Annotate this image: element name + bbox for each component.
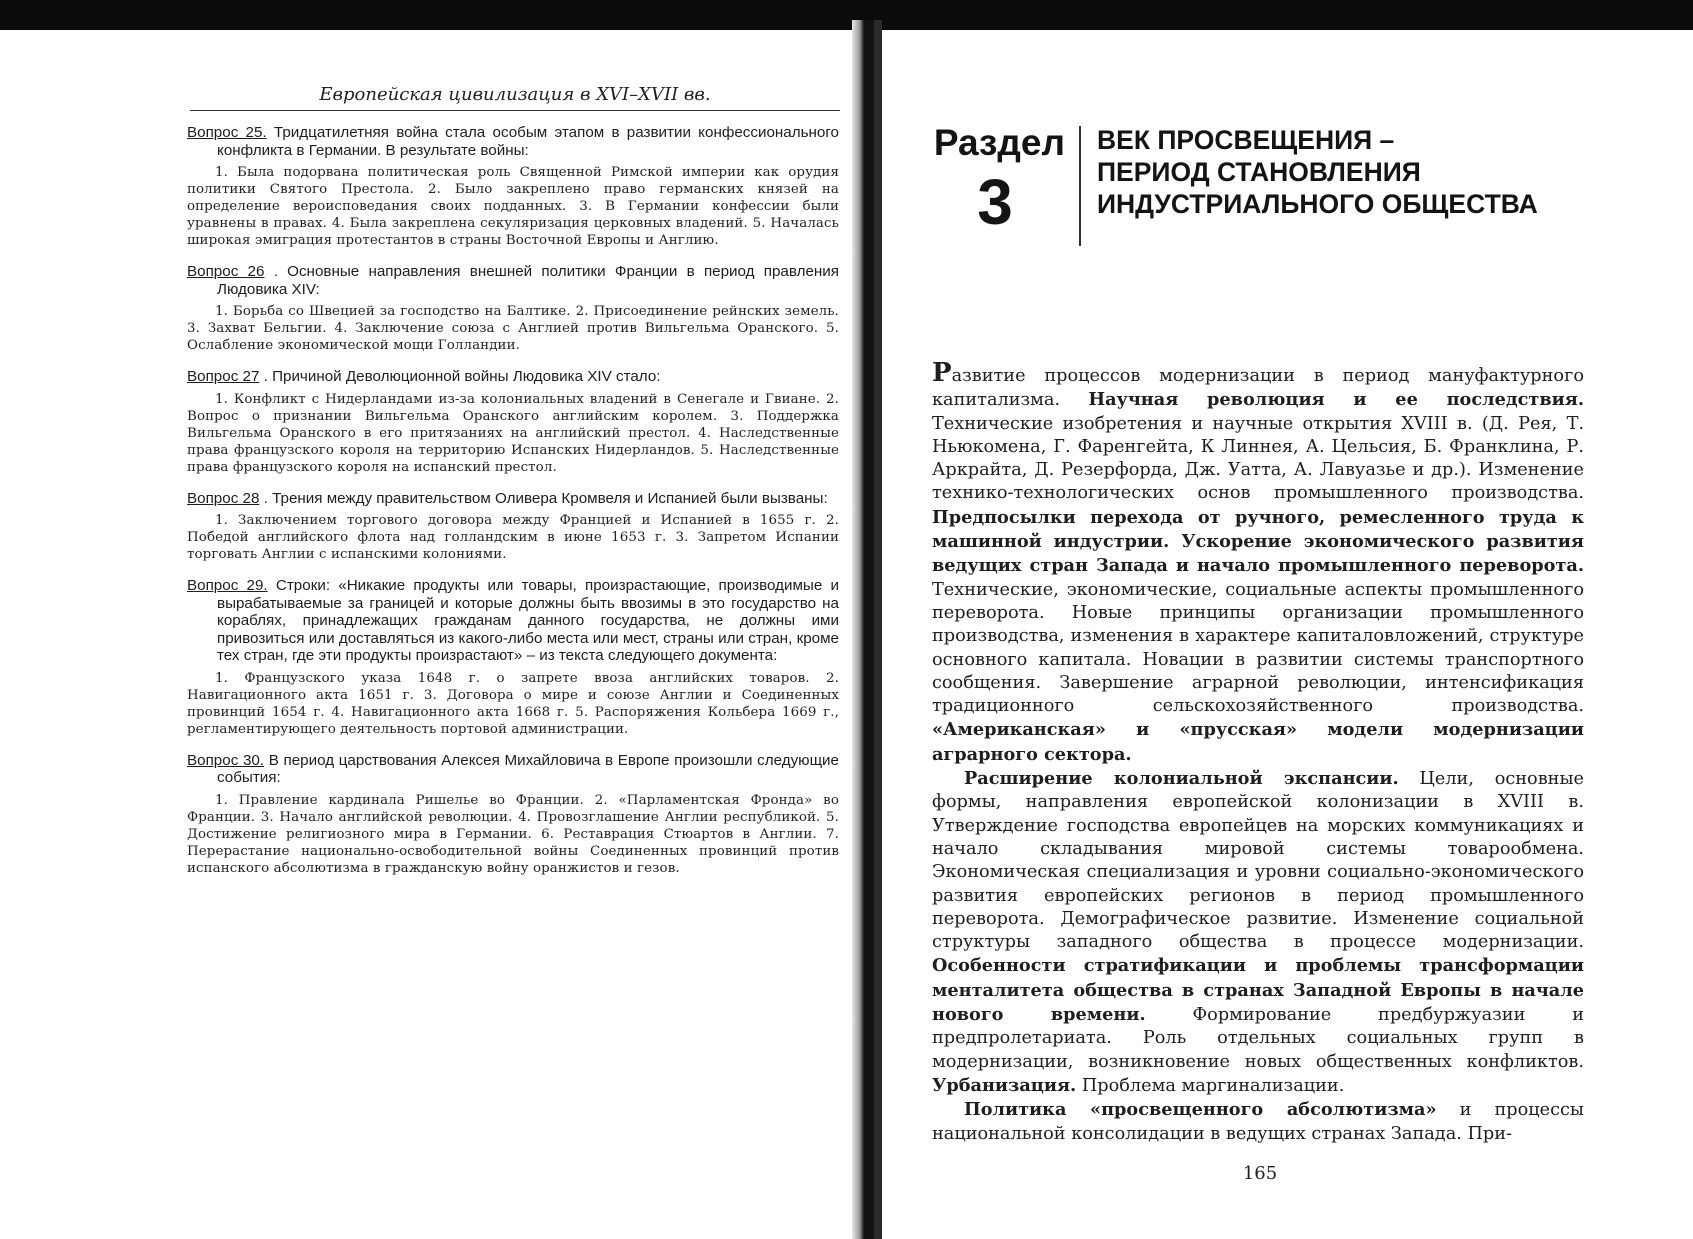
- answer-options: 1. Конфликт с Нидерландами из-за колониальных владений в Сенегале и Гвиане. 2. Вопрос о признании Вильгельма Оранского английским королем. 3. Поддержка Вильгельма Оранского в его притязаниях на английский престол. 4. Наследственные права французского короля на территорию Испанских Нидерландов. 5. Наследственные права французского короля на испанский престол.: [187, 391, 839, 475]
- question-block: [187, 124, 839, 249]
- question-text: . Причиной Деволюционной войны Людовика XIV стало:: [263, 368, 661, 385]
- bold-topic: «Американская» и «прусская» модели модернизации аграрного сектора.: [932, 719, 1584, 765]
- question-list: [187, 124, 839, 891]
- bold-topic: Расширение колониальной экспансии.: [964, 768, 1399, 790]
- question-text: . Трения между правительством Оливера Кромвеля и Испанией были вызваны:: [263, 489, 828, 507]
- bold-topic: Урбанизация.: [932, 1074, 1077, 1096]
- paragraph-text: Цели, основные формы, направления европейской колонизации в XVIII в. Утверждение господства европейцев на морских коммуникациях и начало складывания мировой системы товарообмена. Экономическая специализация и уровни социально-экономического развития европейских регионов в период промышленного переворота. Демографическое развитие. Изменение социальной структуры западного общества в процессе модернизации.: [932, 769, 1584, 953]
- section-title-line: ПЕРИОД СТАНОВЛЕНИЯ: [1097, 157, 1421, 187]
- question-block: [187, 577, 839, 738]
- question-block: [187, 263, 839, 354]
- question-number: Вопрос 29.: [187, 577, 268, 594]
- section-title: [1097, 124, 1538, 220]
- body-paragraph: [932, 767, 1584, 1098]
- question-number: Вопрос 25.: [187, 124, 267, 141]
- section-label: Раздел: [933, 122, 1065, 163]
- paragraph-text: Формирование предбуржуазии и предпролетариата. Роль отдельных социальных групп в модернизации, возникновение новых общественных конфликтов.: [932, 1005, 1584, 1072]
- drop-cap: Р: [932, 358, 952, 388]
- question-block: [187, 752, 839, 877]
- answer-options: 1. Была подорвана политическая роль Священной Римской империи как орудия политики Святого Престола. 2. Было закреплено право германских князей на определение вероисповедания своих подданных. 3. В Германии конфессии были уравнены в правах. 4. Была закреплена секуляризация церковных владений. 5. Началась широкая эмиграция протестантов в страны Восточной Европы и Англию.: [187, 165, 839, 248]
- answer-options: 1. Борьба со Швецией за господство на Балтике. 2. Присоединение рейнских земель. 3. Захват Бельгии. 4. Заключение союза с Англией против Вильгельма Оранского. 5. Ослабление экономической мощи Голландии.: [187, 304, 839, 353]
- section-title-line: ВЕК ПРОСВЕЩЕНИЯ –: [1097, 125, 1395, 155]
- section-number: 3: [977, 166, 1013, 238]
- question-stem: [187, 577, 839, 665]
- paragraph-text: Технические, экономические, социальные аспекты промышленного переворота. Новые принципы организации промышленного производства, изменения в характере капиталовложений, структуре основного капитала. Новации в развитии системы транспортного сообщения. Завершение аграрной революции, интенсификация традиционного сельскохозяйственного производства.: [932, 579, 1584, 717]
- answer-options: 1. Заключением торгового договора между Францией и Испанией в 1655 г. 2. Победой английского флота над голландским в июне 1653 г. 3. Запретом Испании торговать Англии с испанскими колониями.: [187, 513, 839, 562]
- question-number: Вопрос 30.: [187, 751, 265, 769]
- question-stem: [187, 752, 839, 787]
- question-stem: [187, 263, 839, 298]
- bold-topic: Предпосылки перехода от ручного, ремесленного труда к машинной индустрии. Ускорение экономического развития ведущих стран Запада и начало промышленного переворота.: [932, 506, 1584, 577]
- bold-topic: Особенности стратификации и проблемы трансформации менталитета общества в странах Западной Европы в начале нового времени.: [932, 955, 1584, 1026]
- body-paragraph: [932, 1098, 1584, 1146]
- question-text: В период царствования Алексея Михайловича в Европе произошли следующие события:: [217, 751, 839, 786]
- answer-options: 1. Французского указа 1648 г. о запрете ввоза английских товаров. 2. Навигационного акта 1651 г. 3. Договора о мире и союзе Англии и Соединенных провинций 1654 г. 4. Навигационного акта 1668 г. 5. Распоряжения Кольбера 1669 г., регламентирующего деятельность портовой администрации.: [187, 670, 839, 737]
- question-number: Вопрос 28: [187, 489, 260, 507]
- question-block: [187, 368, 839, 476]
- question-block: [187, 490, 839, 564]
- question-text: Тридцатилетняя война стала особым этапом в развитии конфессионального конфликта в Германии. В результате войны:: [217, 124, 839, 159]
- question-number: Вопрос 27: [187, 368, 260, 385]
- question-stem: [187, 124, 839, 159]
- answer-options: 1. Правление кардинала Ришелье во Франции. 2. «Парламентская Фронда» во Франции. 3. Начало английской революции. 4. Провозглашение Англии республикой. 5. Достижение религиозного мира в Германии. 6. Реставрация Стюартов в Англии. 7. Перерастание национально-освободительной войны Соединенных провинций против испанского абсолютизма в гражданскую войну оранжистов и гезов.: [187, 792, 839, 876]
- page-number: 165: [1242, 1163, 1278, 1184]
- paragraph-text: Технические изобретения и научные открытия XVIII в. (Д. Рея, Т. Ньюкомена, Г. Фаренгейта, К Линнея, А. Цельсия, Б. Франклина, Р. Аркрайта, Д. Резерфорда, Дж. Уатта, А. Лавуазье и др.). Изменение технико-технологических основ промышленного производства.: [932, 413, 1584, 504]
- body-paragraph: [932, 358, 1584, 767]
- running-head: Европейская цивилизация в XVI–XVII вв.: [319, 84, 711, 105]
- paragraph-text: азвитие процессов модернизации в период мануфактурного капитализма.: [932, 366, 1584, 411]
- book-gutter: [852, 20, 874, 1239]
- scan-top-border: [0, 0, 1693, 30]
- question-number: Вопрос 26: [187, 263, 265, 280]
- bold-topic: Научная революция и ее последствия.: [1088, 389, 1584, 411]
- question-text: Строки: «Никакие продукты или товары, произрастающие, производимые и вырабатываемые за границей и которые должны быть ввозимы в это государство на кораблях, принадлежащих гражданам данного государства, не должны ими привозиться или доставляться из какого-либо места или мест, страны или стран, кроме тех стран, где эти продукты произрастают» – из текста следующего документа:: [217, 577, 839, 664]
- paragraph-text: и процессы национальной консолидации в ведущих странах Запада. При-: [932, 1100, 1584, 1144]
- paragraph-text: Проблема маргинализации.: [1076, 1075, 1345, 1096]
- question-text: . Основные направления внешней политики Франции в период правления Людовика XIV:: [217, 263, 840, 298]
- question-stem: [187, 490, 839, 508]
- section-body-text: [932, 358, 1584, 1146]
- book-gutter-shadow: [874, 20, 882, 1239]
- running-head-rule: [190, 110, 840, 111]
- section-title-line: ИНДУСТРИАЛЬНОГО ОБЩЕСТВА: [1097, 189, 1538, 219]
- question-stem: [187, 368, 839, 386]
- section-divider: [1079, 126, 1081, 246]
- bold-topic: Политика «просвещенного абсолютизма»: [964, 1099, 1437, 1121]
